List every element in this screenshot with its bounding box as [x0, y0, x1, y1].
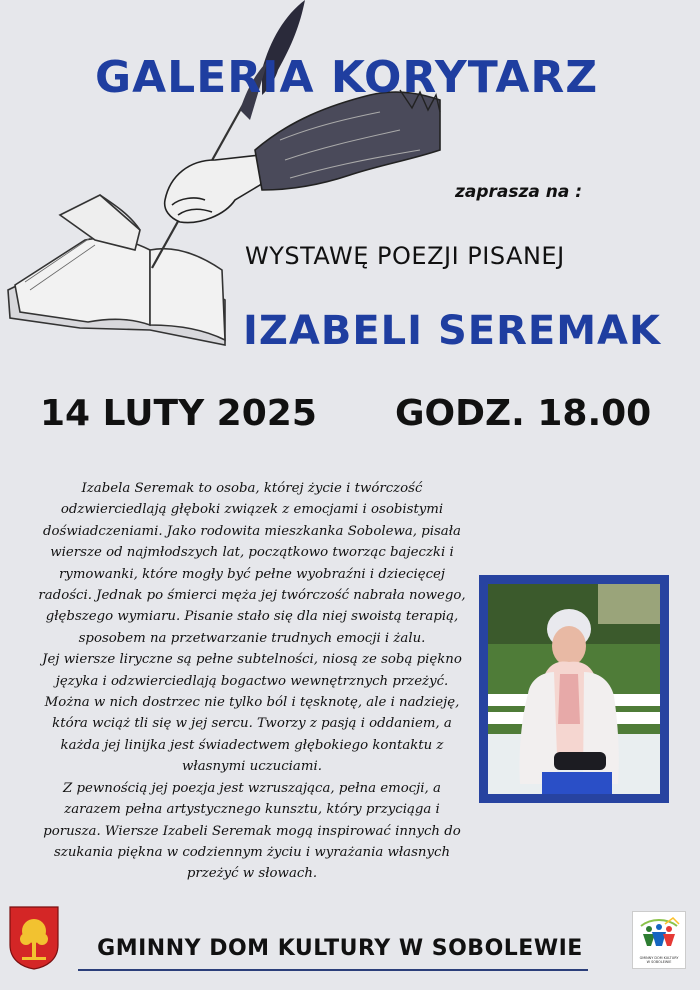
footer-divider	[78, 969, 588, 971]
bio-paragraph: Z pewnością jej poezja jest wzruszająca, pełna emocji, a zarazem pełna artystycznego kunsztu, który przyciąga i porusza. Wiersze Izabeli Seremak mogą inspirować innych do szukania piękna w codziennym życiu i wyrażania własnych przeżyć w słowach.	[43, 780, 461, 882]
event-time: GODZ. 18.00	[395, 393, 652, 434]
bio-paragraph: Jej wiersze liryczne są pełne subtelności, niosą ze sobą piękno języka i odzwierciedlają bogactwo wewnętrznych przeżyć. Można w nich dostrzec nie tylko ból i tęsknotę, ale i nadzieję, która wciąż tli się w jej sercu. Tworzy z pasją i oddaniem, a każda jej linijka jest świadectwem głębokiego kontaktu z własnymi uczuciami.	[42, 652, 462, 775]
author-name: IZABELI SEREMAK	[243, 308, 661, 354]
municipal-crest-icon	[8, 905, 60, 971]
gdk-logo-line2: W SOBOLEWIE	[646, 960, 672, 964]
bio-paragraph: Izabela Seremak to osoba, której życie i twórczość odzwierciedlają głęboki związek z emocjami i osobistymi doświadczeniami. Jako rodowita mieszkanka Sobolewa, pisała wiersze od najmłodszych lat, początkowo tworząc bajeczki i rymowanki, które mogły być pełne wyobraźni i dziecięcej radości. Jednak po śmierci męża jej twórczość nabrała nowego, głębszego wymiaru. Pisanie stało się dla niej swoistą terapią, sposobem na przetwarzanie trudnych emocji i żalu.	[38, 481, 466, 646]
exhibition-title: WYSTAWĘ POEZJI PISANEJ	[245, 242, 565, 270]
gdk-logo-text	[633, 956, 685, 964]
gdk-logo-figures	[633, 912, 685, 950]
organizer-name: GMINNY DOM KULTURY W SOBOLEWIE	[97, 936, 583, 961]
portrait-image	[488, 584, 660, 794]
author-bio	[38, 478, 466, 885]
gdk-logo-icon	[632, 911, 686, 969]
gallery-title: GALERIA KORYTARZ	[95, 52, 599, 103]
gdk-logo-line1: GMINNY DOM KULTURY	[639, 956, 679, 960]
invite-text: zaprasza na :	[455, 182, 583, 202]
event-date: 14 LUTY 2025	[40, 393, 317, 434]
hand-icon	[165, 90, 440, 223]
author-photo-frame	[479, 575, 669, 803]
author-photo	[488, 584, 660, 794]
